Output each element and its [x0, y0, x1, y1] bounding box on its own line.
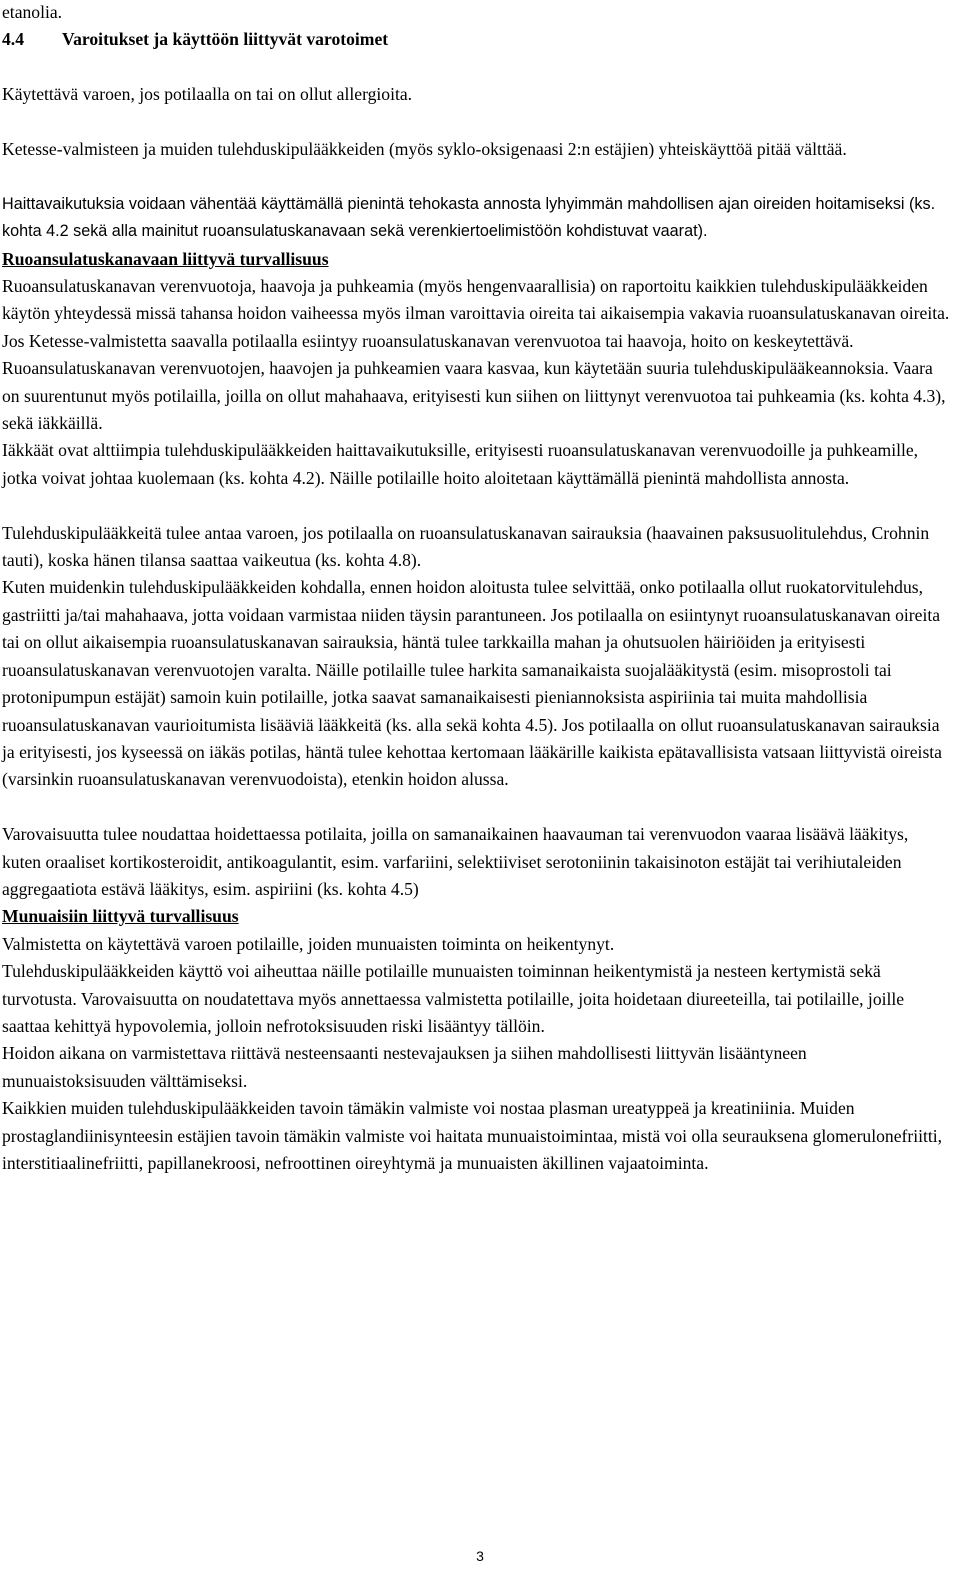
gi-safety-paragraph: Tulehduskipulääkkeitä tulee antaa varoen, jos potilaalla on ruoansulatuskanavan sairauksia (haavainen paksusuolitulehdus, Crohnin tauti), koska hänen tilansa saattaa vaikeutua (ks. kohta 4.8). — [2, 522, 930, 571]
gi-safety-paragraph: Ruoansulatuskanavan verenvuotojen, haavojen ja puhkeamien vaara kasvaa, kun käytetään suuria tulehduskipulääkeannoksia. Vaara on suurentunut myös potilailla, joilla on ollut mahahaava, erityisesti kun siihen on liittynyt verenvuotoa tai puhkeamia (ks. kohta 4.3), sekä iäkkäillä. — [2, 358, 946, 434]
section-heading — [2, 26, 950, 53]
intro-paragraph-allergy: Käytettävä varoen, jos potilaalla on tai on ollut allergioita. — [2, 84, 413, 105]
renal-safety-paragraph: Hoidon aikana on varmistettava riittävä nesteensaanti nestevajauksen ja siihen mahdollisesti liittyvän lisääntyneen munuaistoksisuuden välttämiseksi. — [2, 1043, 807, 1091]
gi-safety-paragraph: Kuten muidenkin tulehduskipulääkkeiden kohdalla, ennen hoidon aloitusta tulee selvittää, onko potilaalla ollut ruokatorvitulehdus, gastriitti ja/tai mahahaava, jotta voidaan varmistaa niiden täysin parantuneen. Jos potilaalla on esiintynyt ruoansulatuskanavan oireita tai on ollut aikaisempia ruoansulatuskanavan sairauksia, häntä tulee tarkkailla mahan ja ohutsuolen häiriöiden ja erityisesti ruoansulatuskanavan verenvuotojen varalta. Näille potilaille tulee harkita samanaikaista suojalääkitystä (esim. misoprostoli tai protonipumpun estäjät) samoin kuin potilaille, jotka saavat samanaikaisesti pieniannoksista aspiriinia tai muita mahdollisia ruoansulatuskanavan vaurioitumista lisääviä lääkkeitä (ks. alla sekä kohta 4.5). Jos potilaalla on ollut ruoansulatuskanavan sairauksia ja erityisesti, jos kyseessä on iäkäs potilas, häntä tulee kehottaa kertomaan lääkärille kaikista epätavallisista vatsaan liittyvistä oireista (varsinkin ruoansulatuskanavan verenvuodoista), etenkin hoidon alussa. — [2, 577, 942, 790]
section-title: Varoitukset ja käyttöön liittyvät varotoimet — [62, 29, 389, 50]
lead-fragment: etanolia. — [2, 2, 63, 22]
renal-safety-paragraph: Valmistetta on käytettävä varoen potilaille, joiden munuaisten toiminta on heikentynyt. — [2, 933, 615, 954]
intro-paragraph-combination: Ketesse-valmisteen ja muiden tulehduskipulääkkeiden (myös syklo-oksigenaasi 2:n estäjien) yhteiskäyttöä pitää välttää. — [2, 139, 847, 159]
gi-safety-paragraph: Varovaisuutta tulee noudattaa hoidettaessa potilaita, joilla on samanaikainen haavauman tai verenvuodon vaaraa lisäävä lääkitys, kuten oraaliset kortikosteroidit, antikoagulantit, esim. varfariini, selektiiviset serotoniinin takaisinoton estäjät tai verihiutaleiden aggregaatiota estävä lääkitys, esim. aspiriini (ks. kohta 4.5) — [2, 824, 909, 899]
renal-safety-paragraph: Tulehduskipulääkkeiden käyttö voi aiheuttaa näille potilaille munuaisten toiminnan heikentymistä ja nesteen kertymistä sekä turvotusta. Varovaisuutta on noudatettava myös annettaessa valmistetta potilaille, joita hoidetaan diureeteilla, tai potilaille, joille saattaa kehittyä hypovolemia, jolloin nefrotoksisuuden riski lisääntyy tällöin. — [2, 961, 905, 1036]
renal-safety-heading: Munuaisiin liittyvä turvallisuus — [2, 906, 239, 927]
section-number: 4.4 — [2, 29, 24, 50]
intro-paragraph-dose: Haittavaikutuksia voidaan vähentää käyttämällä pienintä tehokasta annosta lyhyimmän mahdollisen ajan oireiden hoitamiseksi (ks. kohta 4.2 sekä alla mainitut ruoansulatuskanavaan sekä verenkiertoelimistöön kohdistuvat vaarat). — [2, 194, 936, 241]
document-page — [2, 0, 950, 1177]
gi-safety-heading: Ruoansulatuskanavaan liittyvä turvallisuus — [2, 248, 329, 269]
renal-safety-paragraph: Kaikkien muiden tulehduskipulääkkeiden tavoin tämäkin valmiste voi nostaa plasman ureatyppeä ja kreatiniinia. Muiden prostaglandiinisynteesin estäjien tavoin tämäkin valmiste voi haitata munuaistoimintaa, mistä voi olla seurauksena glomerulonefriitti, interstitiaalinefriitti, papillanekroosi, nefroottinen oireyhtymä ja munuaisten äkillinen vajaatoiminta. — [2, 1098, 943, 1173]
gi-safety-paragraph: Ruoansulatuskanavan verenvuotoja, haavoja ja puhkeamia (myös hengenvaarallisia) on raportoitu kaikkien tulehduskipulääkkeiden käytön yhteydessä missä tahansa hoidon vaiheessa myös ilman varoittavia oireita tai aikaisempia vakavia ruoansulatuskanavan oireita. Jos Ketesse-valmistetta saavalla potilaalla esiintyy ruoansulatuskanavan verenvuotoa tai haavoja, hoito on keskeytettävä. — [2, 276, 950, 351]
gi-safety-paragraph: Iäkkäät ovat alttiimpia tulehduskipulääkkeiden haittavaikutuksille, erityisesti ruoansulatuskanavan verenvuodoille ja puhkeamille, jotka voivat johtaa kuolemaan (ks. kohta 4.2). Näille potilaille hoito aloitetaan käyttämällä pienintä mahdollista annosta. — [2, 440, 919, 488]
page-number: 3 — [476, 1548, 484, 1564]
